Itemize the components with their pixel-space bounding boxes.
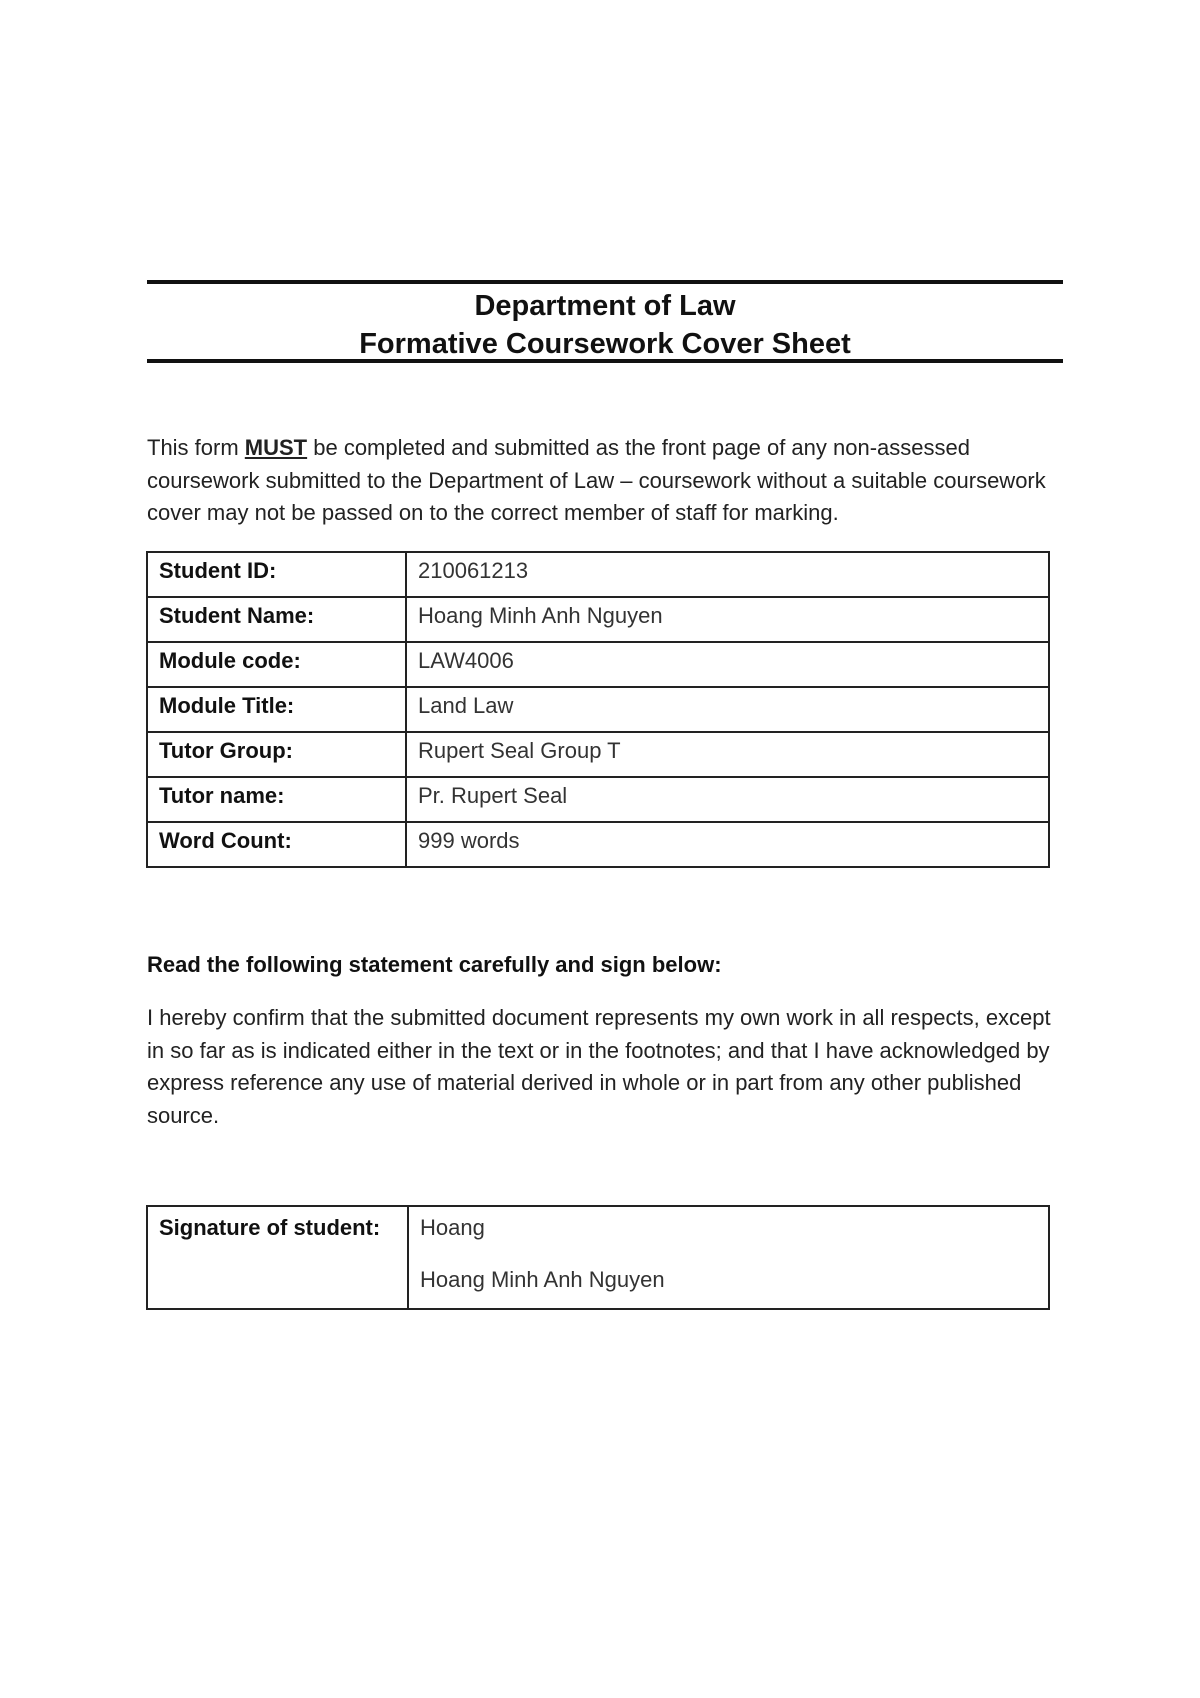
table-row — [147, 777, 1049, 822]
signature-table — [146, 1205, 1050, 1310]
intro-emphasis: MUST — [244, 435, 308, 460]
student-id-value: 210061213 — [406, 552, 1049, 597]
intro-text-before: This form — [147, 435, 245, 460]
table-row — [147, 1206, 1049, 1309]
department-title: Department of Law — [474, 290, 736, 322]
student-name-value: Hoang Minh Anh Nguyen — [406, 597, 1049, 642]
module-code-label: Module code: — [147, 642, 406, 687]
statement-text: I hereby confirm that the submitted document represents my own work in all respects, except in so far as is indicated either in the text or in the footnotes; and that I have acknowledged by express reference any use of material derived in whole or in part from any other published source. — [147, 1005, 1051, 1128]
tutor-group-label: Tutor Group: — [147, 732, 406, 777]
signature-line-2: Hoang Minh Anh Nguyen — [420, 1267, 665, 1292]
module-code-value: LAW4006 — [406, 642, 1049, 687]
word-count-value: 999 words — [406, 822, 1049, 867]
statement-heading: Read the following statement carefully and sign below: — [147, 952, 722, 977]
module-title-label: Module Title: — [147, 687, 406, 732]
tutor-name-label: Tutor name: — [147, 777, 406, 822]
details-table — [146, 551, 1050, 868]
cover-sheet-title: Formative Coursework Cover Sheet — [359, 328, 851, 360]
table-row — [147, 642, 1049, 687]
student-id-label: Student ID: — [147, 552, 406, 597]
signature-value — [408, 1206, 1049, 1309]
tutor-name-value: Pr. Rupert Seal — [406, 777, 1049, 822]
signature-label: Signature of student: — [147, 1206, 408, 1309]
tutor-group-value: Rupert Seal Group T — [406, 732, 1049, 777]
table-row — [147, 687, 1049, 732]
intro-text-after: be completed and submitted as the front page of any non-assessed coursework submitted to the Department of Law – coursework without a suitable coursework cover may not be passed on to the correct member of staff for marking. — [147, 435, 1046, 525]
table-row — [147, 822, 1049, 867]
signature-line-1: Hoang — [420, 1215, 485, 1240]
title-block — [147, 280, 1063, 363]
student-name-label: Student Name: — [147, 597, 406, 642]
table-row — [147, 732, 1049, 777]
module-title-value: Land Law — [406, 687, 1049, 732]
table-row — [147, 597, 1049, 642]
intro-paragraph — [147, 432, 1067, 530]
table-row — [147, 552, 1049, 597]
word-count-label: Word Count: — [147, 822, 406, 867]
